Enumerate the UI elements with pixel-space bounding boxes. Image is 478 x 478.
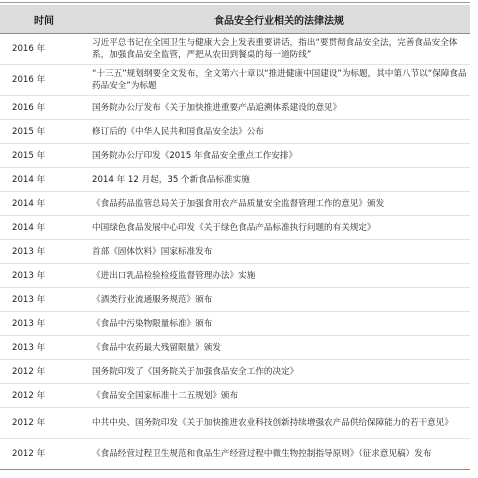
table-header-row	[0, 5, 470, 34]
table-row	[0, 34, 470, 65]
row-description: “十三五”规划纲要全文发布，全文第六十章以“推进健康中国建设”为标题，其中第八节以“保障食品药品安全”为标题	[88, 65, 470, 96]
row-year: 2013 年	[0, 312, 88, 336]
row-description: 《食品药品监管总局关于加强食用农产品质量安全监督管理工作的意见》颁发	[88, 192, 470, 216]
row-year: 2014 年	[0, 168, 88, 192]
row-year: 2016 年	[0, 96, 88, 120]
row-year: 2012 年	[0, 439, 88, 470]
table-row	[0, 192, 470, 216]
row-description: 国务院印发了《国务院关于加强食品安全工作的决定》	[88, 360, 470, 384]
top-rule	[0, 2, 470, 3]
table-row	[0, 168, 470, 192]
table-row	[0, 264, 470, 288]
row-year: 2013 年	[0, 288, 88, 312]
row-year: 2013 年	[0, 240, 88, 264]
row-description: 习近平总书记在全国卫生与健康大会上发表重要讲话，指出“要贯彻食品安全法，完善食品安全体系，加强食品安全监管，严把从农田到餐桌的每一道防线”	[88, 34, 470, 65]
column-header-law: 食品安全行业相关的法律法规	[88, 5, 470, 34]
row-description: 《食品安全国家标准十二五规划》颁布	[88, 384, 470, 408]
table-row	[0, 312, 470, 336]
row-description: 《进出口乳品检验检疫监督管理办法》实施	[88, 264, 470, 288]
row-year: 2014 年	[0, 192, 88, 216]
row-year: 2012 年	[0, 408, 88, 439]
table-row	[0, 439, 470, 470]
column-header-year: 时间	[0, 5, 88, 34]
row-description: 首部《固体饮料》国家标准发布	[88, 240, 470, 264]
row-year: 2012 年	[0, 360, 88, 384]
row-description: 《酒类行业流通服务规范》颁布	[88, 288, 470, 312]
row-description: 国务院办公厅发布《关于加快推进重要产品追溯体系建设的意见》	[88, 96, 470, 120]
row-description: 中国绿色食品发展中心印发《关于绿色食品产品标准执行问题的有关规定》	[88, 216, 470, 240]
row-description: 《食品中农药最大残留限量》颁发	[88, 336, 470, 360]
row-year: 2015 年	[0, 120, 88, 144]
table-row	[0, 408, 470, 439]
table-row	[0, 360, 470, 384]
row-year: 2012 年	[0, 384, 88, 408]
row-description: 国务院办公厅印发《2015 年食品安全重点工作安排》	[88, 144, 470, 168]
row-year: 2016 年	[0, 34, 88, 65]
row-description: 《食品中污染物限量标准》颁布	[88, 312, 470, 336]
row-year: 2014 年	[0, 216, 88, 240]
row-year: 2016 年	[0, 65, 88, 96]
table-row	[0, 65, 470, 96]
row-description: 中共中央、国务院印发《关于加快推进农业科技创新持续增强农产品供给保障能力的若干意见》	[88, 408, 470, 439]
row-year: 2013 年	[0, 264, 88, 288]
row-description: 修订后的《中华人民共和国食品安全法》公布	[88, 120, 470, 144]
table-row	[0, 144, 470, 168]
table-row	[0, 96, 470, 120]
table-row	[0, 336, 470, 360]
row-year: 2013 年	[0, 336, 88, 360]
row-description: 《食品经营过程卫生规范和食品生产经营过程中微生物控制指导原则》（征求意见稿）发布	[88, 439, 470, 470]
row-year: 2015 年	[0, 144, 88, 168]
food-safety-laws-table	[0, 5, 470, 470]
table-row	[0, 240, 470, 264]
table-row	[0, 120, 470, 144]
row-description: 2014 年 12 月起，35 个新食品标准实施	[88, 168, 470, 192]
table-row	[0, 216, 470, 240]
table-row	[0, 384, 470, 408]
table-row	[0, 288, 470, 312]
